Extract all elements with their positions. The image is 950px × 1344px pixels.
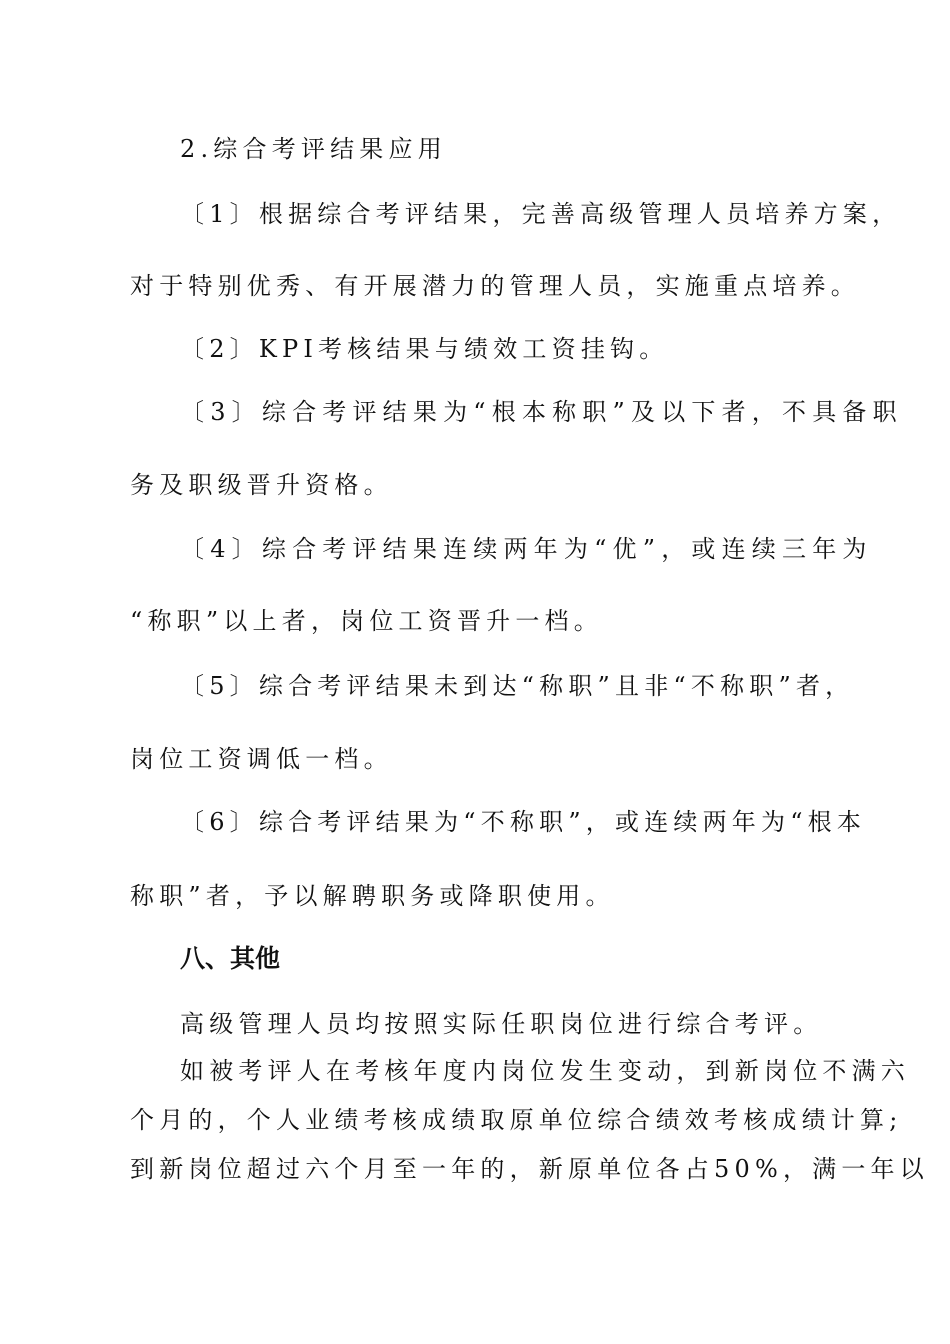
paragraph-line: 〔4〕综合考评结果连续两年为“优”，或连续三年为 [180,535,873,563]
paragraph-line: 〔5〕综合考评结果未到达“称职”且非“不称职”者， [180,672,855,700]
paragraph-line: 岗位工资调低一档。 [130,745,393,773]
paragraph-line: 务及职级晋升资格。 [130,471,393,499]
paragraph-line: 〔3〕综合考评结果为“根本称职”及以下者，不具备职 [180,398,903,426]
paragraph-line: 〔6〕综合考评结果为“不称职”，或连续两年为“根本 [180,808,867,836]
paragraph-line: 〔1〕根据综合考评结果，完善高级管理人员培养方案， [180,200,902,228]
paragraph-line: 个月的，个人业绩考核成绩取原单位综合绩效考核成绩计算; [130,1106,903,1134]
section-subheading: 2.综合考评结果应用 [180,135,447,163]
section-heading: 八、其他 [180,944,281,973]
paragraph-line: “称职”以上者，岗位工资晋升一档。 [130,607,603,635]
paragraph-line: 称职”者，予以解聘职务或降职使用。 [130,882,615,910]
paragraph-line: 如被考评人在考核年度内岗位发生变动，到新岗位不满六 [180,1057,910,1085]
paragraph-line: 到新岗位超过六个月至一年的，新原单位各占50%，满一年以 [130,1155,929,1183]
paragraph-line: 高级管理人员均按照实际任职岗位进行综合考评。 [180,1010,823,1038]
paragraph-line: 对于特别优秀、有开展潜力的管理人员，实施重点培养。 [130,272,860,300]
paragraph-line: 〔2〕KPI考核结果与绩效工资挂钩。 [180,335,669,363]
